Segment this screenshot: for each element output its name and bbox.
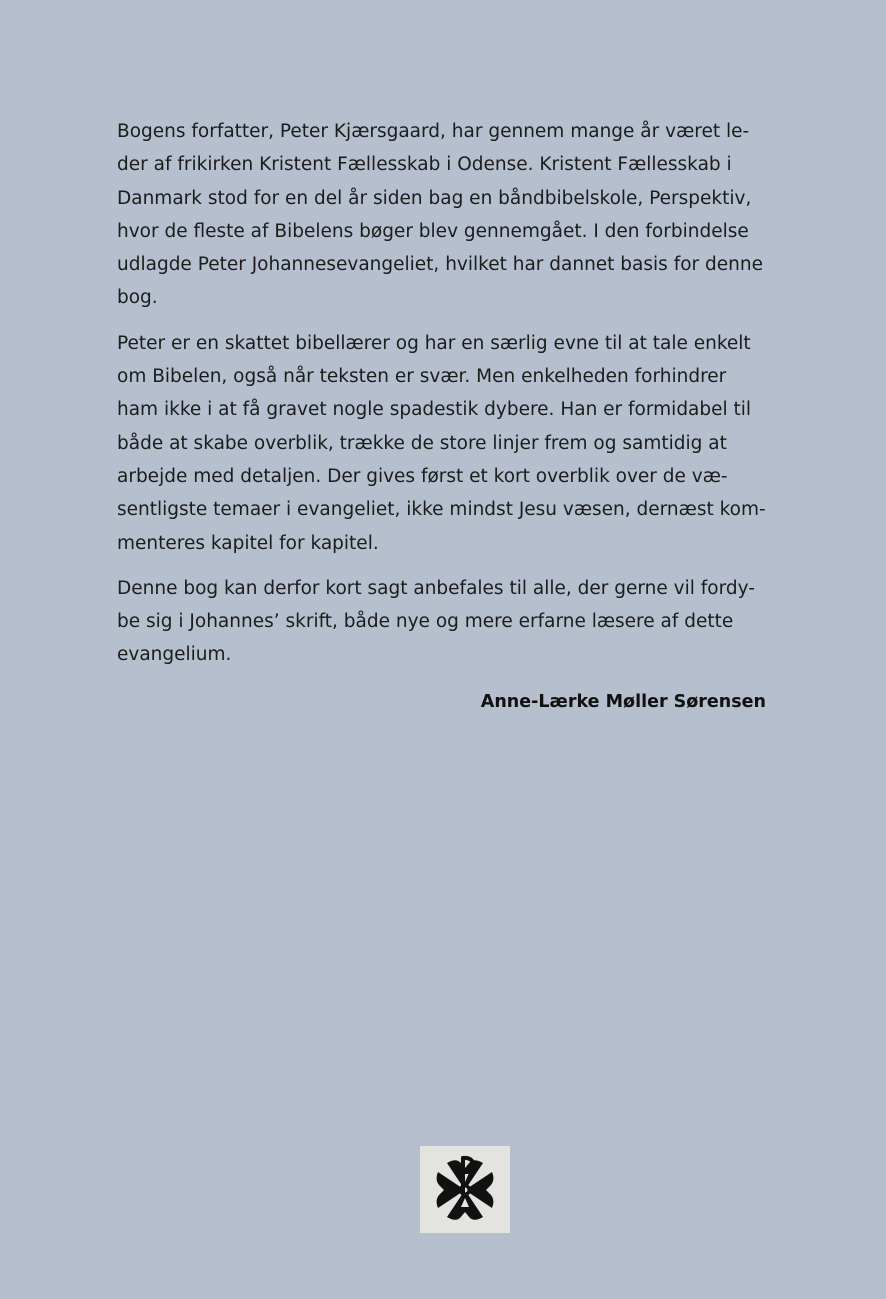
paragraph-2: Peter er en skattet bibellærer og har en særlig evne til at tale enkelt om Bibelen, også når teksten er svær. Men enkelheden forhindrer ham ikke i at få gravet nogle spadestik dybere. Han er formidabel til både at skabe overblik, trække de store linjer frem og samtidig at arbejde med detaljen. Der gives først et kort overblik over de væ- sentligste temaer i evangeliet, ikke mindst Jesu væsen, dernæst kom- menteres kapitel for kapitel.	[117, 332, 766, 554]
chi-rho-logo-icon	[420, 1146, 510, 1233]
paragraph-3: Denne bog kan derfor kort sagt anbefales til alle, der gerne vil fordy- be sig i Johannes’ skrift, både nye og mere erfarne læsere af dette evangelium.	[117, 577, 755, 666]
publisher-logo	[420, 1146, 510, 1233]
paragraph-1: Bogens forfatter, Peter Kjærsgaard, har gennem mange år været le- der af frikirken Kristent Fællesskab i Odense. Kristent Fællesskab i Danmark stod for en del år siden bag en båndbibelskole, Perspektiv, hvor de fleste af Bibelens bøger blev gennemgået. I den forbindelse udlagde Peter Johannesevangeliet, hvilket har dannet basis for denne bog.	[117, 121, 763, 309]
signature: Anne-Lærke Møller Sørensen	[480, 692, 766, 712]
endorsement-text	[117, 115, 771, 684]
